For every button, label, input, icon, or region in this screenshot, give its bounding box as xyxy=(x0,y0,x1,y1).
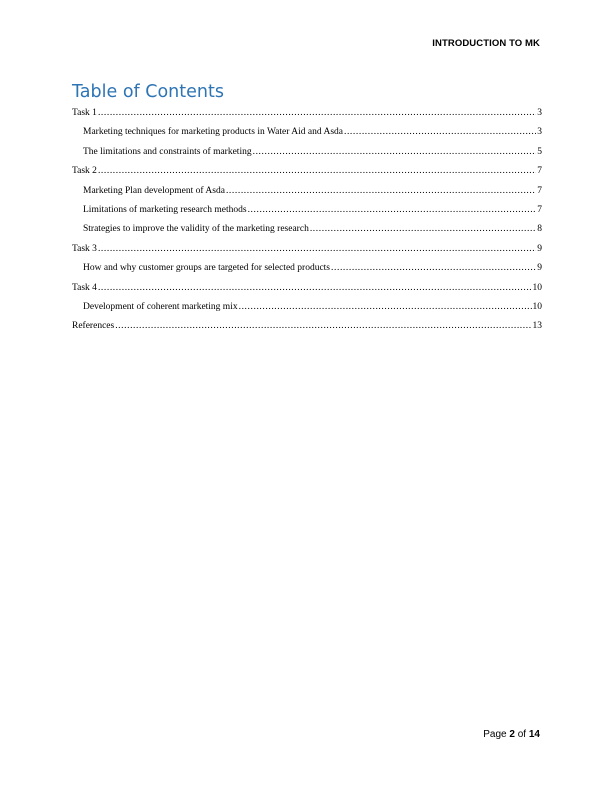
footer-current-page: 2 xyxy=(509,729,515,740)
toc-entry-marketing-techniques[interactable] xyxy=(72,123,542,142)
toc-entry-page: 3 xyxy=(537,127,542,138)
toc-entry-page: 10 xyxy=(532,301,542,312)
toc-entry-text: Development of coherent marketing mix xyxy=(83,301,238,312)
toc-dot-leader xyxy=(248,201,537,220)
toc-entry-task-3[interactable] xyxy=(72,240,542,259)
toc-entry-task-1[interactable] xyxy=(72,104,542,123)
toc-entry-marketing-mix[interactable] xyxy=(72,298,542,317)
toc-entry-page: 3 xyxy=(537,108,542,118)
toc-entry-text: Task 3 xyxy=(72,243,97,254)
toc-entry-page: 7 xyxy=(537,185,542,196)
toc-entry-text: Marketing techniques for marketing products in Water Aid and Asda xyxy=(83,127,343,138)
toc-entry-text: References xyxy=(72,321,115,332)
toc-title: Table of Contents xyxy=(72,82,224,102)
toc-entry-page: 9 xyxy=(537,243,542,254)
toc-dot-leader xyxy=(98,104,536,123)
toc-entry-references[interactable] xyxy=(72,317,542,336)
toc-dot-leader xyxy=(98,162,536,181)
toc-entry-page: 13 xyxy=(532,321,542,332)
toc-entry-text: Limitations of marketing research methods xyxy=(83,204,247,215)
toc-entry-page: 10 xyxy=(532,282,542,293)
footer-page-word: Page xyxy=(483,729,507,740)
toc-entry-text: Task 2 xyxy=(72,166,97,177)
toc-dot-leader xyxy=(331,259,536,278)
toc-entry-task-2[interactable] xyxy=(72,162,542,181)
toc-entry-page: 7 xyxy=(537,166,542,177)
footer-of-word: of xyxy=(517,729,527,740)
toc-dot-leader xyxy=(98,240,536,259)
toc-entry-text: Task 1 xyxy=(72,108,97,118)
toc-entry-page: 8 xyxy=(537,224,542,235)
page-number-footer xyxy=(483,729,540,740)
toc-entry-page: 9 xyxy=(537,263,542,274)
footer-total-pages: 14 xyxy=(528,729,540,740)
toc-entry-text: Marketing Plan development of Asda xyxy=(83,185,225,196)
toc-entry-page: 7 xyxy=(537,204,542,215)
toc-entry-marketing-plan[interactable] xyxy=(72,182,542,201)
toc-dot-leader xyxy=(98,279,532,298)
toc-dot-leader xyxy=(226,182,536,201)
toc-entry-research-limitations[interactable] xyxy=(72,201,542,220)
toc-entry-text: Task 4 xyxy=(72,282,97,293)
toc-entry-text: How and why customer groups are targeted for selected products xyxy=(83,263,331,274)
toc-dot-leader xyxy=(253,143,537,162)
toc-entry-text: Strategies to improve the validity of the marketing research xyxy=(83,224,309,235)
running-header: INTRODUCTION TO MK xyxy=(432,38,540,49)
toc-entry-task-4[interactable] xyxy=(72,279,542,298)
toc-entry-text: The limitations and constraints of marketing xyxy=(83,146,252,157)
toc-dot-leader xyxy=(239,298,532,317)
toc-entry-customer-groups[interactable] xyxy=(72,259,542,278)
toc-entry-limitations-constraints[interactable] xyxy=(72,143,542,162)
toc-list xyxy=(72,104,542,337)
toc-entry-page: 5 xyxy=(537,146,542,157)
toc-entry-validity-strategies[interactable] xyxy=(72,220,542,239)
toc-dot-leader xyxy=(115,317,531,336)
toc-dot-leader xyxy=(310,220,536,239)
toc-dot-leader xyxy=(344,123,536,142)
